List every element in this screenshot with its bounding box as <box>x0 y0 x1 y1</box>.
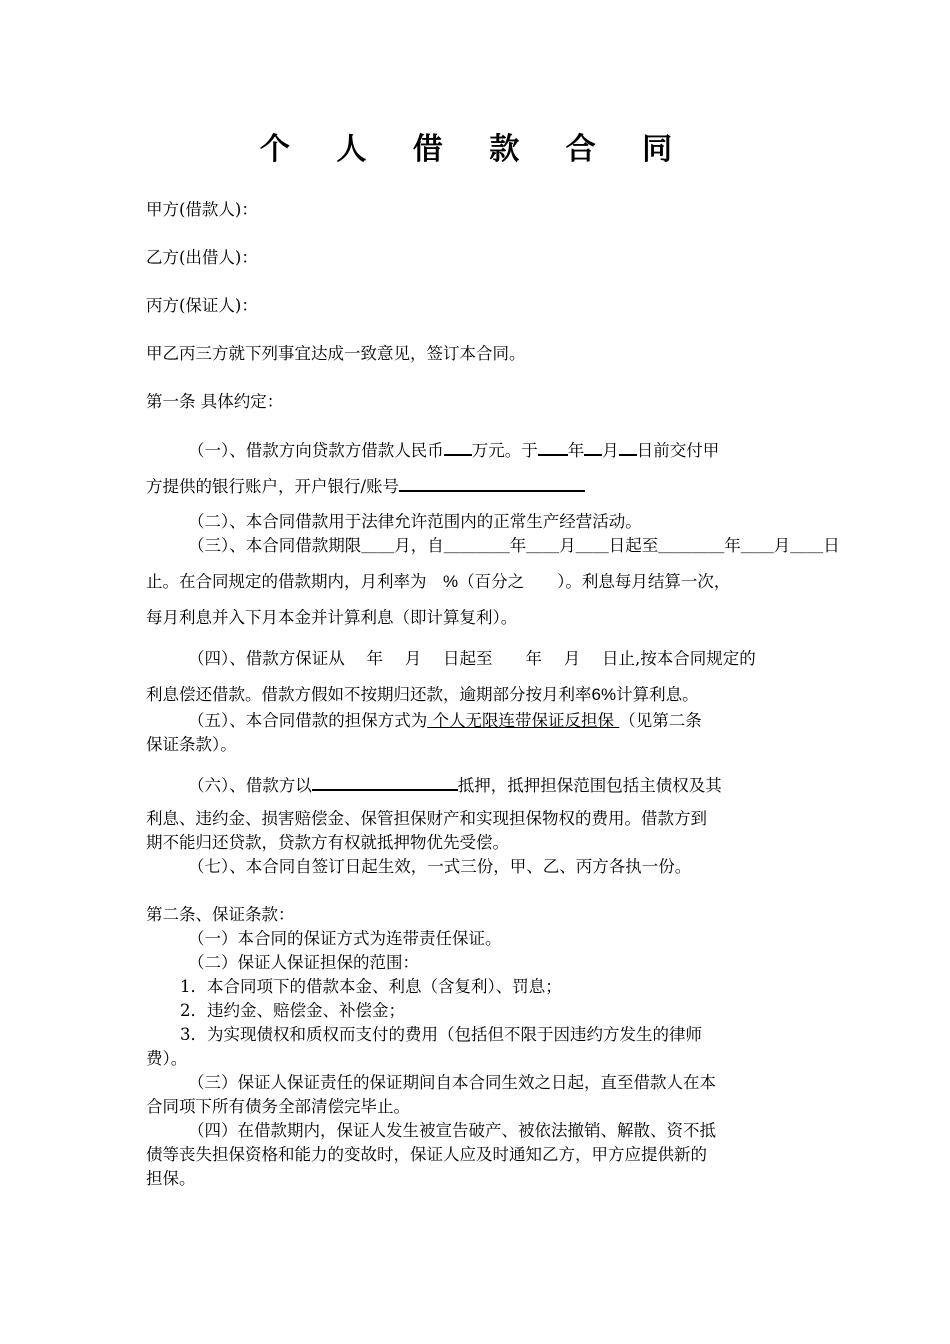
clause-1-1-line1: （一）、借款方向贷款方借款人民币 万元。于 年 月 日前交付甲 <box>188 436 719 463</box>
collateral-blank <box>312 771 458 791</box>
clause-1-3-line2: 止。在合同规定的借款期内，月利率为 %（百分之 ）。利息每月结算一次， <box>146 572 731 591</box>
clause-2-2-item-3-line2: 费）。 <box>146 1049 188 1068</box>
day-blank <box>619 436 637 456</box>
party-c-label: 丙方(保证人)： <box>146 296 258 315</box>
clause-1-4-line2: 利息偿还借款。借款方假如不按期归还款，逾期部分按月利率6%计算利息。 <box>146 685 699 704</box>
year-blank <box>538 436 568 456</box>
article-2-heading: 第二条、保证条款： <box>146 905 295 924</box>
clause-1-1-line2: 方提供的银行账户，开户银行/账号 <box>146 472 585 499</box>
clause-1-6-line1: （六）、借款方以 抵押，抵押担保范围包括主债权及其 <box>188 771 722 798</box>
clause-1-2: （二）、本合同借款用于法律允许范围内的正常生产经营活动。 <box>188 512 642 531</box>
clause-1-7: （七）、本合同自签订日起生效，一式三份，甲、乙、丙方各执一份。 <box>188 857 692 876</box>
clause-2-3-line1: （三）保证人保证责任的保证期间自本合同生效之日起，直至借款人在本 <box>188 1073 716 1092</box>
article-1-heading: 第一条 具体约定： <box>146 392 284 411</box>
clause-1-3-line1: （三）、本合同借款期限＿＿月，自＿＿＿＿年＿＿月＿＿日起至＿＿＿＿年＿＿月＿＿日 <box>188 536 840 555</box>
clause-2-3-line2: 合同项下所有债务全部清偿完毕止。 <box>146 1097 410 1116</box>
intro-paragraph: 甲乙丙三方就下列事宜达成一致意见，签订本合同。 <box>146 344 526 363</box>
clause-1-6-line2: 利息、违约金、损害赔偿金、保管担保财产和实现担保物权的费用。借款方到 <box>146 809 707 828</box>
clause-2-4-line2: 债等丧失担保资格和能力的变故时，保证人应及时通知乙方，甲方应提供新的 <box>146 1145 707 1164</box>
guarantee-method: 个人无限连带保证反担保 <box>427 711 620 730</box>
clause-1-4-line1: （四）、借款方保证从 年 月 日起至 年 月 日止,按本合同规定的 <box>188 649 756 668</box>
clause-2-4-line1: （四）在借款期内，保证人发生被宣告破产、被依法撤销、解散、资不抵 <box>188 1121 716 1140</box>
clause-2-4-line3: 担保。 <box>146 1169 196 1188</box>
clause-1-5-line2: 保证条款）。 <box>146 735 237 754</box>
amount-blank <box>444 436 472 456</box>
clause-2-1: （一）本合同的保证方式为连带责任保证。 <box>188 929 502 948</box>
clause-1-6-line3: 期不能归还贷款，贷款方有权就抵押物优先受偿。 <box>146 833 509 852</box>
clause-1-3-line3: 每月利息并入下月本金并计算利息（即计算复利）。 <box>146 608 518 627</box>
month-blank <box>584 436 602 456</box>
account-blank <box>399 472 585 492</box>
clause-2-2-item-1: 1．本合同项下的借款本金、利息（含复利）、罚息； <box>180 977 562 996</box>
party-b-label: 乙方(出借人)： <box>146 248 258 267</box>
clause-2-2: （二）保证人保证担保的范围： <box>188 953 419 972</box>
clause-1-5-line1: （五）、本合同借款的担保方式为 个人无限连带保证反担保 （见第二条 <box>188 711 702 730</box>
party-a-label: 甲方(借款人)： <box>146 200 258 219</box>
page-title: 个 人 借 款 合 同 <box>259 132 691 167</box>
clause-2-2-item-2: 2．违约金、赔偿金、补偿金； <box>180 1001 405 1020</box>
clause-2-2-item-3-line1: 3．为实现债权和质权而支付的费用（包括但不限于因违约方发生的律师 <box>180 1025 702 1044</box>
